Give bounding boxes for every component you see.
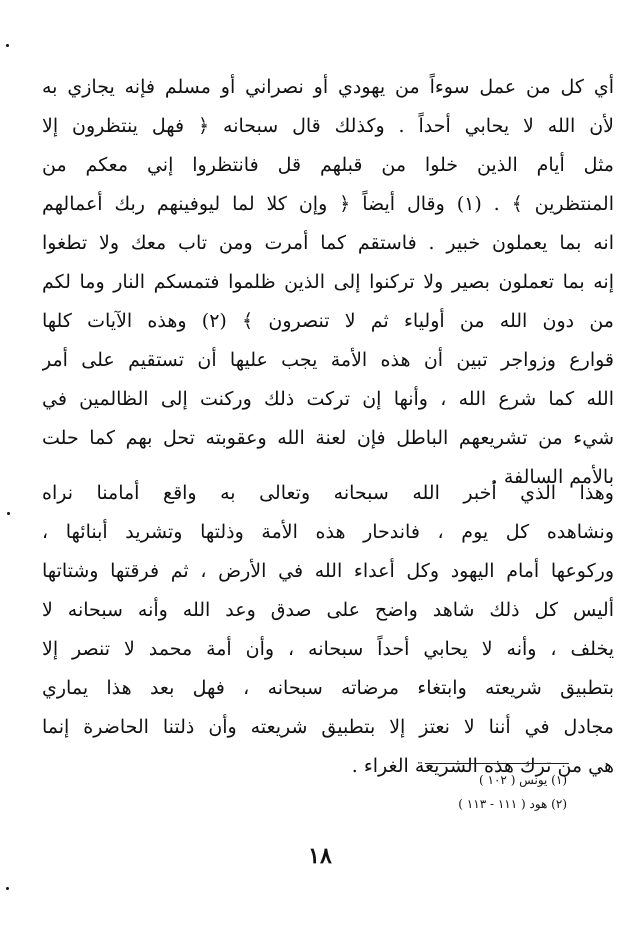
paragraph-1-line: انه بما يعملون خبير . فاستقم كما أمرت ومن تاب معك ولا تطغوا [42, 232, 614, 254]
scan-speck-bottom [6, 887, 9, 890]
paragraph-2 [42, 474, 614, 786]
paragraph-2-line: بتطبيق شريعته وابتغاء مرضاته سبحانه ، فهل بعد هذا يماري [42, 677, 614, 699]
paragraph-1-line: المنتظرين ﴾ . (١) وقال أيضاً ﴿ وإن كلا لما ليوفينهم ربك أعمالهم [42, 193, 614, 215]
paragraph-2-line: ونشاهده كل يوم ، فاندحار هذه الأمة وذلتها وتشريد أبنائها ، [42, 521, 614, 543]
paragraph-1-line: إنه بما تعملون بصير ولا تركنوا إلى الذين ظلموا فتمسكم النار وما لكم [42, 271, 614, 293]
footnotes [300, 768, 567, 816]
paragraph-1-line: أي كل من عمل سوءاً من يهودي أو نصراني أو مسلم فإنه يجازي به [42, 76, 614, 98]
paragraph-1-line: مثل أيام الذين خلوا من قبلهم قل فانتظروا إني معكم من [42, 154, 614, 176]
page-number: ١٨ [308, 843, 332, 869]
paragraph-1-line: قوارع وزواجر تبين أن هذه الأمة يجب عليها أن تستقيم على أمر [42, 349, 614, 371]
paragraph-2-line: وهذا الذي أخبر الله سبحانه وتعالى به واقع أمامنا نراه [42, 482, 614, 504]
scan-speck-mid [7, 512, 10, 515]
footnote-2: (٢) هود ( ١١١ - ١١٣ ) [458, 797, 567, 811]
paragraph-1-line: بالأمم السالفة . [491, 466, 614, 488]
footnote-1: (١) يونس ( ١٠٢ ) [479, 773, 567, 787]
paragraph-1-line: شيء من تشريعهم الباطل فإن لعنة الله وعقوبته تحل بهم كما حلت [42, 427, 614, 449]
paragraph-1-line: الله كما شرع الله ، وأنها إن تركت ذلك وركنت إلى الظالمين في [42, 388, 614, 410]
paragraph-2-line: مجادل في أننا لا نعتز إلا بتطبيق شريعته وأن ذلتنا الحاضرة إنما [42, 716, 614, 738]
paragraph-2-line: يخلف ، وأنه لا يحابي أحداً سبحانه ، وأن أمة محمد لا تنصر إلا [42, 638, 614, 660]
paragraph-2-line: أليس كل ذلك شاهد واضح على صدق وعد الله وأنه سبحانه لا [42, 599, 614, 621]
paragraph-2-line: هي من ترك هذه الشريعة الغراء . [351, 755, 614, 777]
scan-speck-top [6, 44, 9, 47]
paragraph-1-line: لأن الله لا يحابي أحداً . وكذلك قال سبحانه ﴿ فهل ينتظرون إلا [42, 115, 614, 137]
footnote-divider [425, 763, 569, 764]
paragraph-2-line: وركوعها أمام اليهود وكل أعداء الله في الأرض ، ثم فرقتها وشتاتها [42, 560, 614, 582]
paragraph-1-line: من دون الله من أولياء ثم لا تنصرون ﴾ (٢) وهذه الآيات كلها [42, 310, 614, 332]
paragraph-1 [42, 68, 614, 497]
